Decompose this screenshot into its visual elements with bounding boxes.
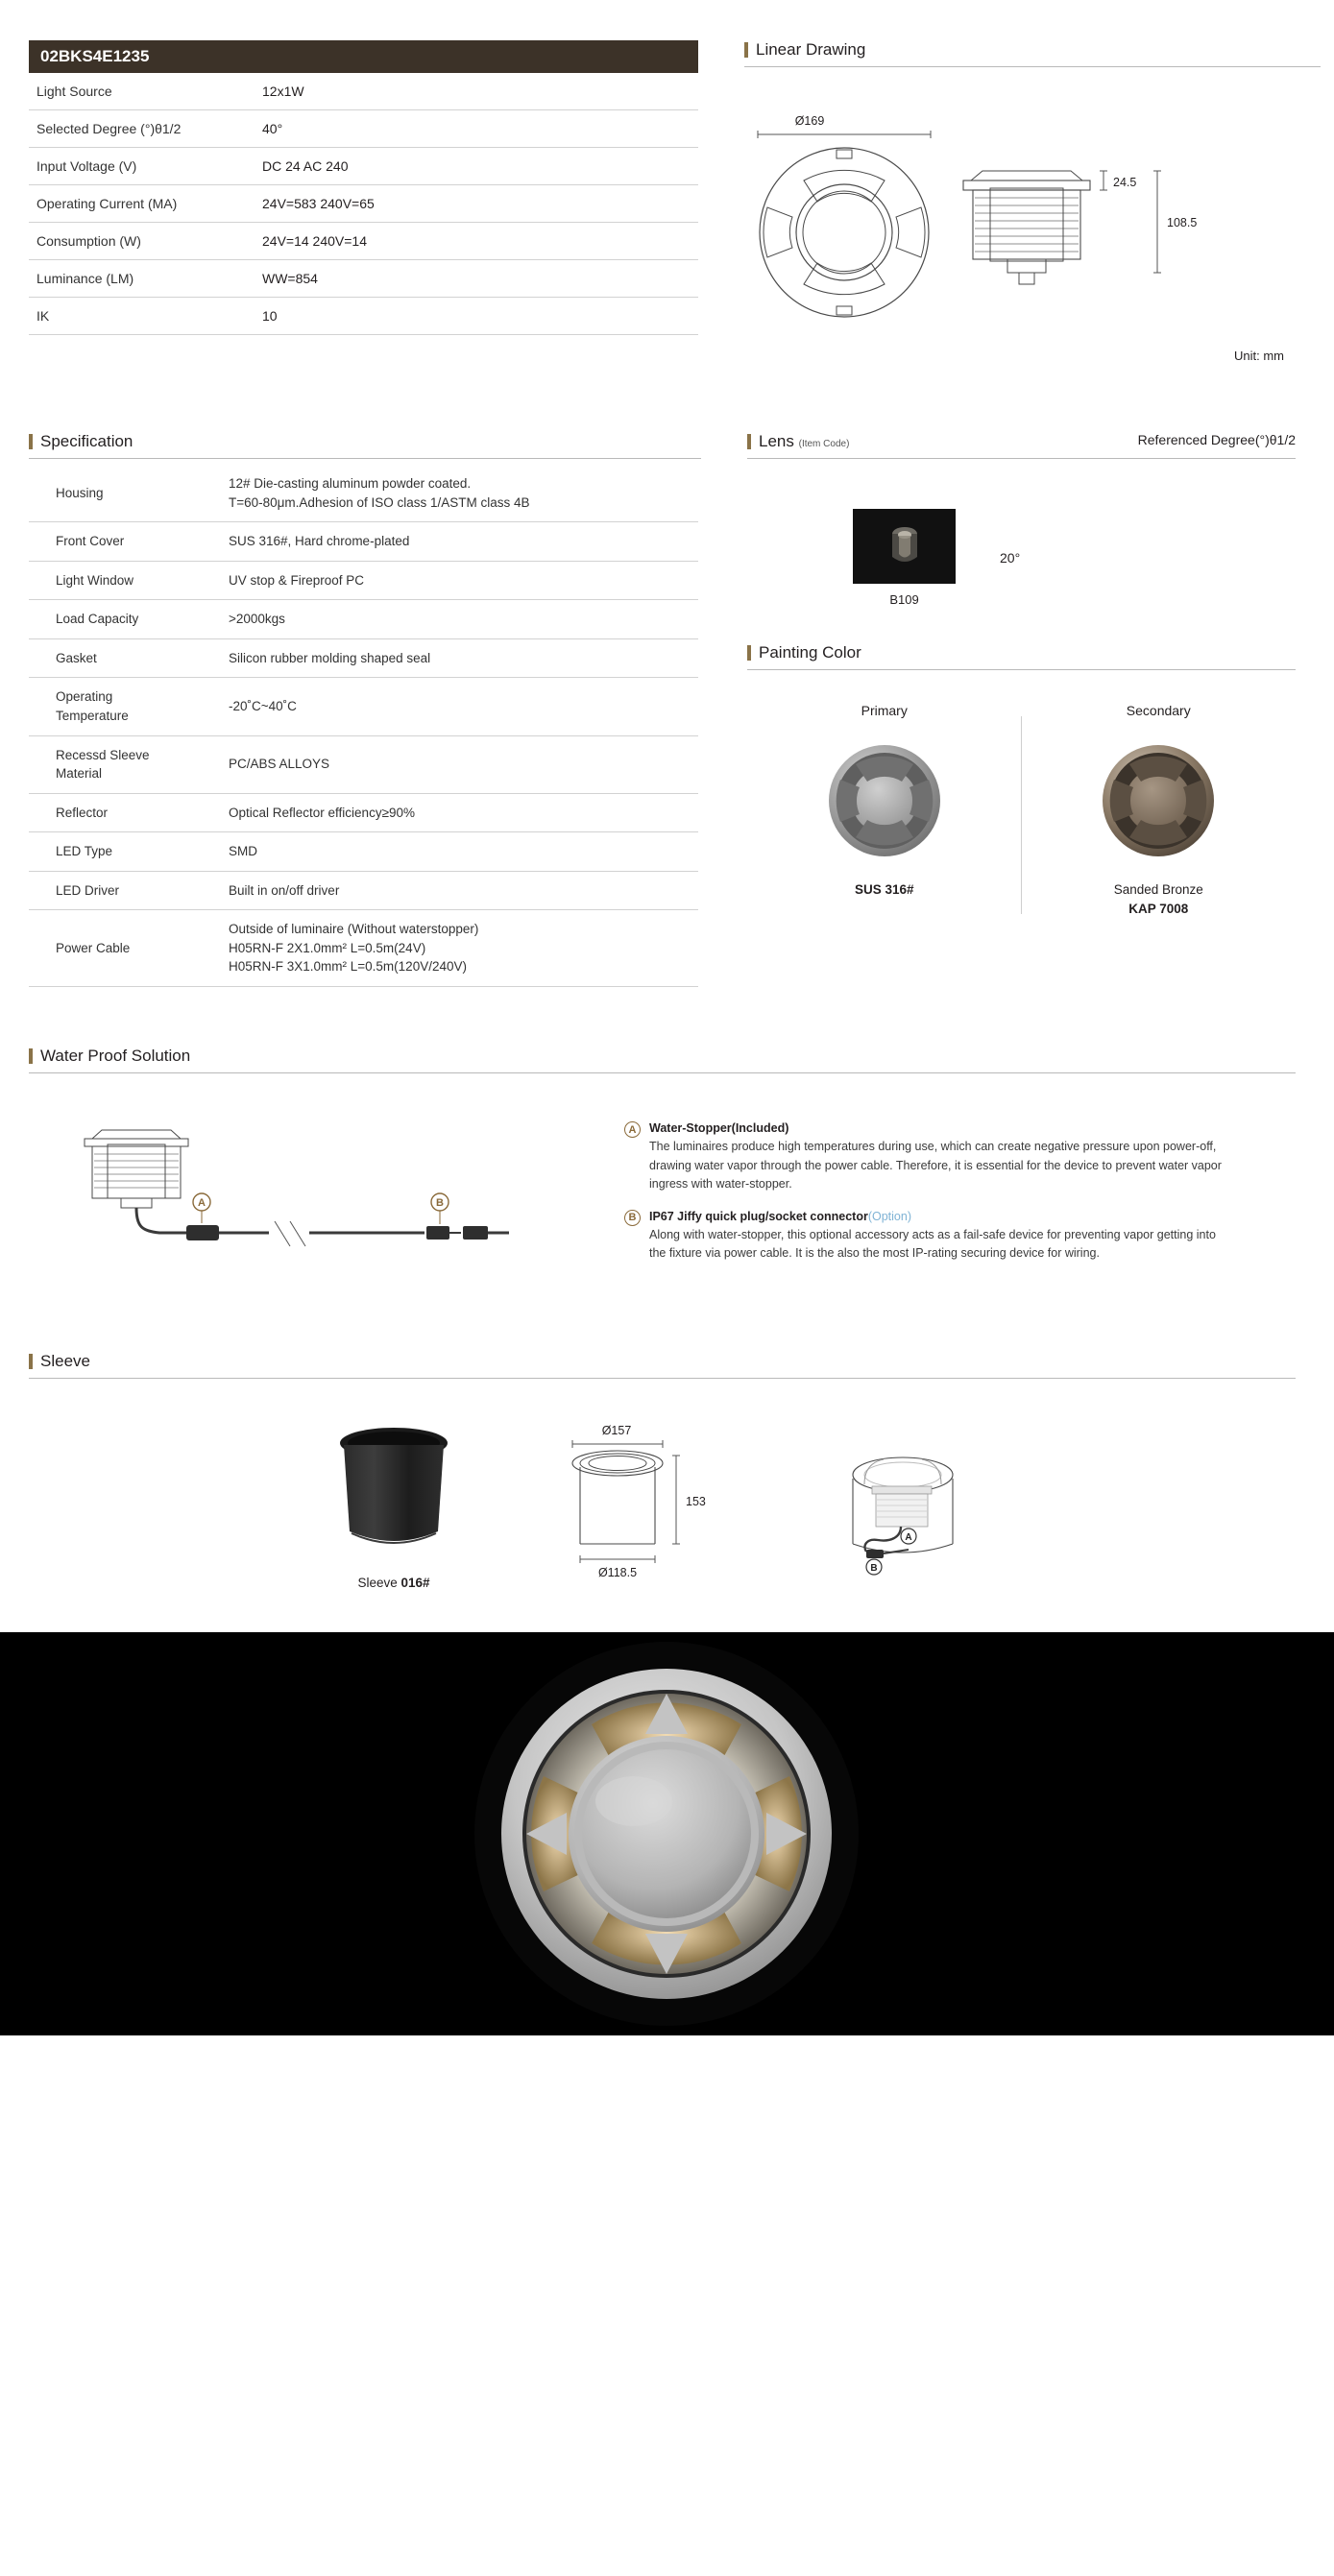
sleeve-heading: Sleeve <box>29 1352 1296 1379</box>
lens-degree-label: 20° <box>1000 550 1021 566</box>
sleeve-badge-a: A <box>905 1532 912 1543</box>
attr-value: 24V=14 240V=14 <box>255 223 698 260</box>
diagram-badge-b: B <box>436 1197 444 1209</box>
table-row <box>29 910 698 987</box>
waterproof-diagram-svg <box>29 1106 615 1308</box>
painting-color-row <box>747 703 1296 920</box>
dim-diameter-label: Ø169 <box>794 114 825 128</box>
spec-value: SMD <box>221 832 698 872</box>
spec-value: PC/ABS ALLOYS <box>221 735 698 793</box>
spec-value: >2000kgs <box>221 600 698 639</box>
waterproof-note-b-text <box>649 1208 1235 1264</box>
sleeve-install-item <box>816 1436 989 1590</box>
waterproof-note-a-suffix: (Included) <box>731 1121 789 1135</box>
attr-value: DC 24 AC 240 <box>255 148 698 185</box>
product-attributes-table <box>29 73 698 335</box>
spec-label: Reflector <box>29 793 221 832</box>
sleeve-section <box>0 1308 1334 1590</box>
painting-primary-name: SUS 316# <box>854 882 914 897</box>
spec-value: Built in on/off driver <box>221 871 698 910</box>
sleeve-dim-right-label: 153 <box>686 1495 706 1508</box>
spec-value: Outside of luminaire (Without waterstopper) H05RN-F 2X1.0mm² L=0.5m(24V) H05RN-F 3X1.0mm² L=0.5m(120V/240V) <box>221 910 698 987</box>
lens-heading-text: Lens <box>759 432 794 450</box>
product-code-title: 02BKS4E1235 <box>29 40 698 73</box>
waterproof-note-b-suffix: (Option) <box>867 1209 911 1223</box>
table-row <box>29 110 698 148</box>
lens-heading-sub: (Item Code) <box>798 439 850 449</box>
spec-label: Light Window <box>29 561 221 600</box>
sleeve-caption-code: 016# <box>400 1576 430 1590</box>
sleeve-photo-item <box>317 1418 471 1590</box>
waterproof-section <box>0 987 1334 1308</box>
table-row <box>29 832 698 872</box>
painting-secondary-name <box>1022 880 1297 920</box>
spec-label: LED Type <box>29 832 221 872</box>
attr-value: WW=854 <box>255 260 698 298</box>
waterproof-notes <box>624 1106 1296 1308</box>
secondary-finish-swatch <box>1101 743 1216 858</box>
table-row <box>29 298 698 335</box>
product-photo <box>0 1632 1334 2035</box>
waterproof-note-b <box>624 1208 1296 1264</box>
spec-label: Gasket <box>29 638 221 678</box>
spec-value: 12# Die-casting aluminum powder coated. T=60-80μm.Adhesion of ISO class 1/ASTM class 4B <box>221 465 698 522</box>
attr-label: Operating Current (MA) <box>29 185 255 223</box>
waterproof-note-b-body: Along with water-stopper, this optional accessory acts as a fail-safe device for preventing vapor getting into the fixture via power cable. It is the also the most IP-rating securing device for wiring. <box>649 1227 1216 1261</box>
spec-value: SUS 316#, Hard chrome-plated <box>221 522 698 562</box>
sleeve-badge-b: B <box>870 1563 878 1574</box>
sleeve-installation-drawing <box>816 1436 989 1590</box>
table-row <box>29 223 698 260</box>
sleeve-photo-caption <box>317 1576 471 1590</box>
attr-value: 12x1W <box>255 73 698 110</box>
table-row <box>29 260 698 298</box>
dim-height-total-label: 108.5 <box>1167 216 1198 229</box>
product-spec-column <box>29 40 698 384</box>
specification-column <box>29 432 701 987</box>
attr-value: 24V=583 240V=65 <box>255 185 698 223</box>
table-row <box>29 148 698 185</box>
product-photo-svg <box>0 1632 1334 2035</box>
attr-value: 10 <box>255 298 698 335</box>
linear-drawing-column <box>744 40 1321 384</box>
waterproof-note-a-body: The luminaires produce high temperatures during use, which can create negative pressure upon power-off, drawing water vapor through the power cable. Therefore, it is essential for the device to prevent water vapor ingress with water-stopper. <box>649 1140 1222 1192</box>
sleeve-dimension-drawing <box>557 1417 730 1590</box>
table-row <box>29 678 698 735</box>
attr-label: Consumption (W) <box>29 223 255 260</box>
middle-section <box>0 384 1334 987</box>
table-row <box>29 185 698 223</box>
primary-finish-swatch <box>827 743 942 858</box>
lens-shape-icon <box>885 522 924 570</box>
spec-label: Load Capacity <box>29 600 221 639</box>
table-row <box>29 465 698 522</box>
painting-secondary-name-2: KAP 7008 <box>1128 902 1189 917</box>
lens-item <box>853 509 956 607</box>
table-row <box>29 735 698 793</box>
attr-label: Light Source <box>29 73 255 110</box>
attr-value: 40° <box>255 110 698 148</box>
spec-label: Power Cable <box>29 910 221 987</box>
table-row <box>29 561 698 600</box>
painting-color-heading: Painting Color <box>747 643 1296 670</box>
waterproof-note-b-title: IP67 Jiffy quick plug/socket connector <box>649 1209 868 1223</box>
spec-label: Housing <box>29 465 221 522</box>
waterproof-note-a-title: Water-Stopper <box>649 1121 732 1135</box>
unit-label: Unit: mm <box>1234 349 1284 363</box>
dim-height-small-label: 24.5 <box>1113 176 1137 189</box>
lens-heading <box>747 432 1296 459</box>
sleeve-drawing-item <box>557 1417 730 1590</box>
table-row <box>29 73 698 110</box>
painting-secondary <box>1022 703 1297 920</box>
painting-primary <box>747 703 1022 920</box>
lens-photo <box>853 509 956 584</box>
sleeve-dim-top-label: Ø157 <box>601 1424 632 1437</box>
sleeve-dim-bottom-label: Ø118.5 <box>597 1566 638 1579</box>
table-row <box>29 638 698 678</box>
table-row <box>29 522 698 562</box>
lens-painting-column <box>747 432 1296 987</box>
waterproof-body <box>29 1106 1296 1308</box>
spec-label: LED Driver <box>29 871 221 910</box>
painting-primary-label: Primary <box>861 703 908 718</box>
table-row <box>29 600 698 639</box>
diagram-badge-a: A <box>198 1197 206 1209</box>
table-row <box>29 793 698 832</box>
sleeve-caption-prefix: Sleeve <box>357 1576 401 1590</box>
waterproof-note-a <box>624 1119 1296 1194</box>
lens-row <box>747 509 1296 607</box>
waterproof-heading: Water Proof Solution <box>29 1047 1296 1073</box>
sleeve-row <box>29 1417 1296 1590</box>
spec-value: Optical Reflector efficiency≥90% <box>221 793 698 832</box>
spec-value: -20˚C~40˚C <box>221 678 698 735</box>
lens-referenced-degree-label: Referenced Degree(°)θ1/2 <box>1137 432 1296 447</box>
waterproof-diagram <box>29 1106 624 1308</box>
linear-drawing-area <box>744 67 1321 384</box>
badge-a: A <box>624 1121 641 1138</box>
top-section <box>0 0 1334 384</box>
specification-table <box>29 465 698 987</box>
spec-label: Front Cover <box>29 522 221 562</box>
lens-code-label: B109 <box>889 592 919 607</box>
attr-label: Luminance (LM) <box>29 260 255 298</box>
spec-value: UV stop & Fireproof PC <box>221 561 698 600</box>
spec-label: Recessd Sleeve Material <box>29 735 221 793</box>
attr-label: IK <box>29 298 255 335</box>
spec-value: Silicon rubber molding shaped seal <box>221 638 698 678</box>
badge-b: B <box>624 1210 641 1226</box>
specification-heading: Specification <box>29 432 701 459</box>
linear-drawing-svg <box>744 67 1321 355</box>
attr-label: Selected Degree (°)θ1/2 <box>29 110 255 148</box>
attr-label: Input Voltage (V) <box>29 148 255 185</box>
table-row <box>29 871 698 910</box>
painting-secondary-label: Secondary <box>1126 703 1191 718</box>
sleeve-photo <box>317 1418 471 1562</box>
waterproof-note-a-text <box>649 1119 1235 1194</box>
spec-label: Operating Temperature <box>29 678 221 735</box>
linear-drawing-heading: Linear Drawing <box>744 40 1321 67</box>
painting-secondary-name-1: Sanded Bronze <box>1113 882 1203 897</box>
